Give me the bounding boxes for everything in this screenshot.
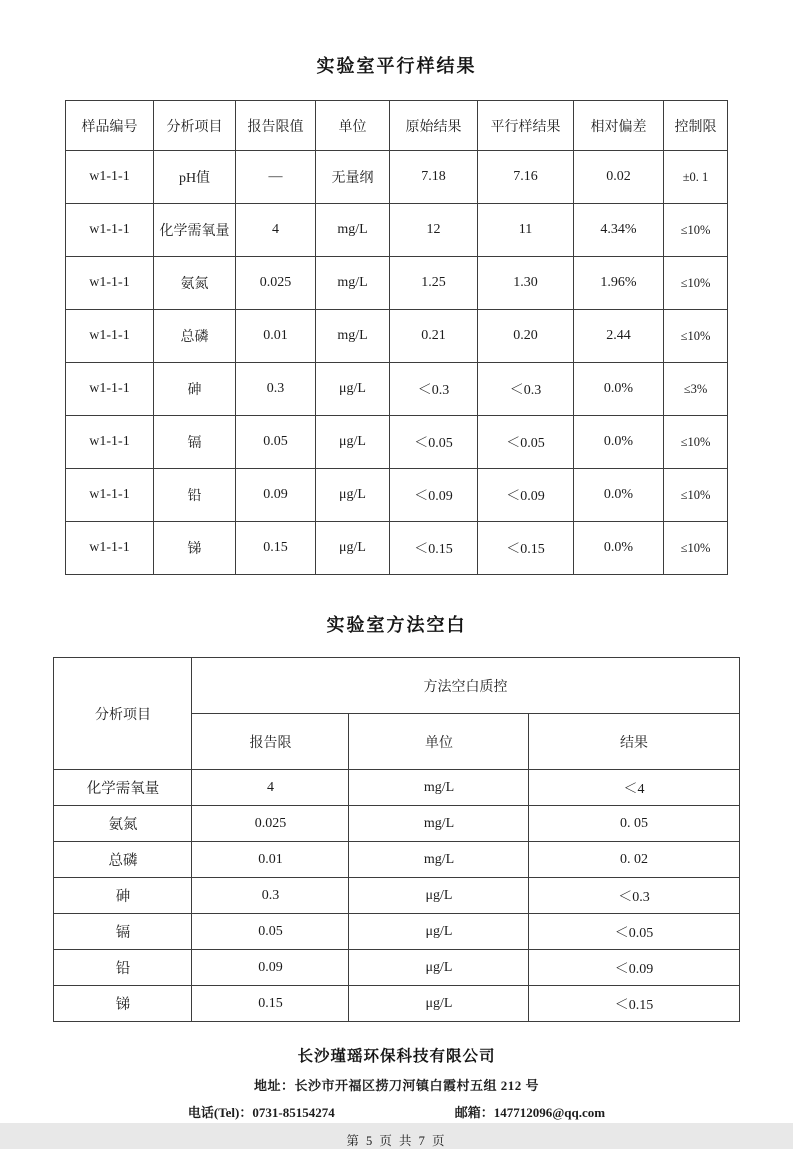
table-cell: mg/L <box>316 257 390 310</box>
table-row <box>66 363 728 416</box>
table-cell: mg/L <box>316 310 390 363</box>
table-cell: 总磷 <box>154 310 236 363</box>
table-cell: w1-1-1 <box>66 522 154 575</box>
table-row <box>66 257 728 310</box>
report-limit-header: 报告限 <box>192 714 349 770</box>
table-cell: ＜0.15 <box>529 986 739 1022</box>
table-row <box>66 310 728 363</box>
table-cell: μg/L <box>316 522 390 575</box>
table-cell: 0.15 <box>236 522 316 575</box>
table-cell: 0.0% <box>574 469 664 522</box>
table-cell: 氨氮 <box>54 806 192 842</box>
table-cell: μg/L <box>349 914 529 950</box>
table-cell: 0.0% <box>574 522 664 575</box>
table-cell: — <box>236 151 316 204</box>
table-cell: w1-1-1 <box>66 416 154 469</box>
table-cell: 4 <box>192 770 349 806</box>
table-cell: mg/L <box>349 842 529 878</box>
table-cell: 0.0% <box>574 416 664 469</box>
table-cell: 镉 <box>54 914 192 950</box>
column-header: 分析项目 <box>154 101 236 151</box>
column-header: 单位 <box>316 101 390 151</box>
table-row <box>66 416 728 469</box>
method-blank-header-row-1 <box>54 658 739 714</box>
table-cell: 0.01 <box>192 842 349 878</box>
column-header: 原始结果 <box>390 101 478 151</box>
table-cell: 0.3 <box>192 878 349 914</box>
table-cell: 化学需氧量 <box>54 770 192 806</box>
table-cell: 0.01 <box>236 310 316 363</box>
table-cell: ≤10% <box>664 257 728 310</box>
company-address: 地址：长沙市开福区捞刀河镇白霞村五组 212 号 <box>253 1078 539 1093</box>
table-cell: 0.025 <box>236 257 316 310</box>
column-header: 样品编号 <box>66 101 154 151</box>
company-phone: 电话(Tel)：0731-85154274 <box>187 1105 335 1120</box>
table-cell: μg/L <box>349 878 529 914</box>
column-header: 相对偏差 <box>574 101 664 151</box>
table-cell: 锑 <box>154 522 236 575</box>
table-cell: 7.16 <box>478 151 574 204</box>
analysis-item-header: 分析项目 <box>54 658 192 770</box>
table-cell: ＜0.15 <box>390 522 478 575</box>
table-cell: 0.09 <box>192 950 349 986</box>
table-cell: w1-1-1 <box>66 363 154 416</box>
table-cell: ＜0.09 <box>478 469 574 522</box>
table-cell: μg/L <box>349 950 529 986</box>
table-cell: ＜0.05 <box>478 416 574 469</box>
table-cell: 0.20 <box>478 310 574 363</box>
table-row <box>54 842 739 878</box>
table-cell: w1-1-1 <box>66 151 154 204</box>
column-header: 平行样结果 <box>478 101 574 151</box>
table-cell: 0.05 <box>192 914 349 950</box>
table-row <box>54 806 739 842</box>
table-cell: ＜0.05 <box>390 416 478 469</box>
table-cell: w1-1-1 <box>66 257 154 310</box>
table-cell: ＜0.05 <box>529 914 739 950</box>
page-number: 第 5 页 共 7 页 <box>346 1134 447 1148</box>
table-cell: 化学需氧量 <box>154 204 236 257</box>
table-cell: mg/L <box>349 770 529 806</box>
table-cell: 1.30 <box>478 257 574 310</box>
table-cell: ＜0.15 <box>478 522 574 575</box>
table-cell: mg/L <box>349 806 529 842</box>
table-cell: 砷 <box>54 878 192 914</box>
table-cell: 砷 <box>154 363 236 416</box>
table-cell: 氨氮 <box>154 257 236 310</box>
table-row <box>54 878 739 914</box>
table-row <box>54 950 739 986</box>
table-cell: 0.0% <box>574 363 664 416</box>
table-cell: 11 <box>478 204 574 257</box>
table-row <box>54 986 739 1022</box>
company-name: 长沙瑾瑶环保科技有限公司 <box>297 1048 496 1065</box>
table-cell: w1-1-1 <box>66 310 154 363</box>
table-row <box>66 522 728 575</box>
blank-qc-group-header: 方法空白质控 <box>192 658 739 714</box>
table-cell: ≤10% <box>664 204 728 257</box>
table-cell: 镉 <box>154 416 236 469</box>
table-cell: μg/L <box>349 986 529 1022</box>
table-cell: 无量纲 <box>316 151 390 204</box>
table-cell: 铅 <box>54 950 192 986</box>
table-row <box>66 204 728 257</box>
table-row <box>66 469 728 522</box>
table-row <box>66 151 728 204</box>
table-cell: ＜0.3 <box>478 363 574 416</box>
table-cell: ≤10% <box>664 469 728 522</box>
table-cell: 4 <box>236 204 316 257</box>
table-cell: 铅 <box>154 469 236 522</box>
column-header: 控制限 <box>664 101 728 151</box>
table-cell: 0.09 <box>236 469 316 522</box>
table-cell: 0.3 <box>236 363 316 416</box>
method-blank-title: 实验室方法空白 <box>326 615 467 635</box>
table-cell: ＜0.3 <box>529 878 739 914</box>
table-cell: ≤10% <box>664 522 728 575</box>
table-cell: 0.15 <box>192 986 349 1022</box>
table-cell: 12 <box>390 204 478 257</box>
table-cell: 0.025 <box>192 806 349 842</box>
method-blank-table <box>53 657 739 1022</box>
parallel-results-table <box>65 100 728 575</box>
table-cell: μg/L <box>316 363 390 416</box>
table-cell: w1-1-1 <box>66 469 154 522</box>
table-cell: w1-1-1 <box>66 204 154 257</box>
table-cell: 总磷 <box>54 842 192 878</box>
table-cell: μg/L <box>316 469 390 522</box>
table-cell: 0. 05 <box>529 806 739 842</box>
table-cell: ＜0.3 <box>390 363 478 416</box>
parallel-results-header-row <box>66 101 728 151</box>
table-cell: 0.05 <box>236 416 316 469</box>
table-cell: 1.25 <box>390 257 478 310</box>
table-row <box>54 770 739 806</box>
table-cell: 0.02 <box>574 151 664 204</box>
company-email: 邮箱：147712096@qq.com <box>454 1105 606 1120</box>
parallel-results-title: 实验室平行样结果 <box>316 56 477 76</box>
table-cell: ＜0.09 <box>529 950 739 986</box>
table-cell: 1.96% <box>574 257 664 310</box>
result-header: 结果 <box>529 714 739 770</box>
table-cell: 锑 <box>54 986 192 1022</box>
table-cell: mg/L <box>316 204 390 257</box>
page-footer <box>0 1044 793 1149</box>
table-cell: μg/L <box>316 416 390 469</box>
table-cell: 4.34% <box>574 204 664 257</box>
table-cell: ±0. 1 <box>664 151 728 204</box>
table-cell: ≤10% <box>664 416 728 469</box>
table-cell: ≤3% <box>664 363 728 416</box>
table-cell: 0.21 <box>390 310 478 363</box>
column-header: 报告限值 <box>236 101 316 151</box>
table-cell: 2.44 <box>574 310 664 363</box>
table-cell: pH值 <box>154 151 236 204</box>
table-cell: 0. 02 <box>529 842 739 878</box>
table-cell: 7.18 <box>390 151 478 204</box>
table-cell: ＜4 <box>529 770 739 806</box>
table-cell: ＜0.09 <box>390 469 478 522</box>
contact-line <box>0 1102 793 1121</box>
unit-header: 单位 <box>349 714 529 770</box>
table-cell: ≤10% <box>664 310 728 363</box>
table-row <box>54 914 739 950</box>
